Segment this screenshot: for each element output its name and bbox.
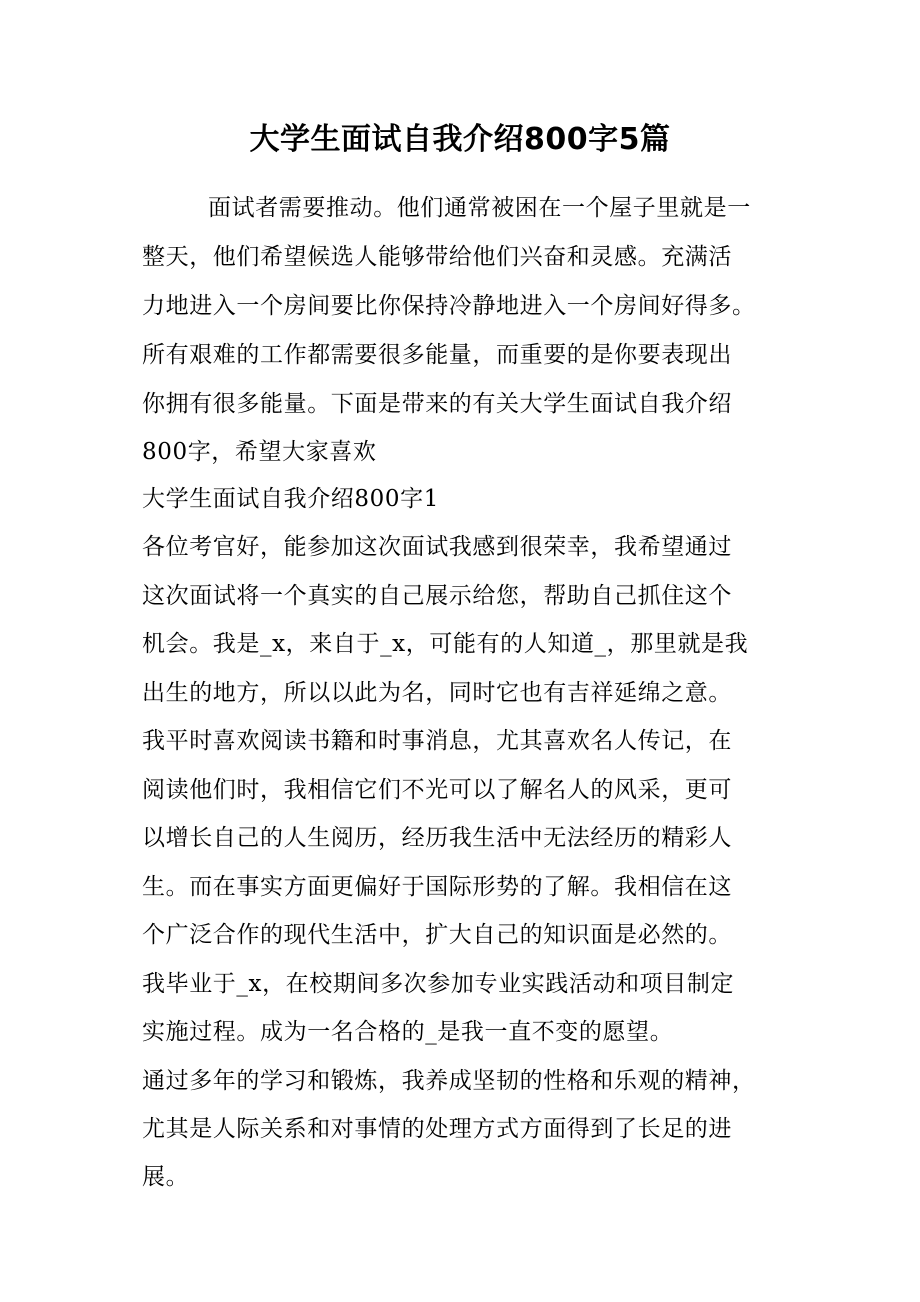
paragraph-line: 我平时喜欢阅读书籍和时事消息，尤其喜欢名人传记，在 (142, 728, 732, 754)
paragraph-line: 所有艰难的工作都需要很多能量，而重要的是你要表现出 (142, 342, 732, 368)
paragraph-line: 展。 (142, 1164, 190, 1190)
paragraph-line: 出生的地方，所以以此为名，同时它也有吉祥延绵之意。 (142, 680, 732, 706)
document-title: 大学生面试自我介绍800字5篇 (249, 122, 671, 157)
section-heading: 大学生面试自我介绍800字1 (142, 486, 439, 512)
paragraph-line: 以增长自己的人生阅历，经历我生活中无法经历的精彩人 (142, 825, 732, 851)
paragraph-line: 力地进入一个房间要比你保持冷静地进入一个房间好得多。 (142, 293, 756, 319)
paragraph-line: 整天，他们希望候选人能够带给他们兴奋和灵感。充满活 (142, 244, 732, 270)
paragraph-line: 个广泛合作的现代生活中，扩大自己的知识面是必然的。 (142, 922, 732, 948)
paragraph-line: 面试者需要推动。他们通常被困在一个屋子里就是一 (208, 195, 751, 221)
paragraph-line: 阅读他们时，我相信它们不光可以了解名人的风采，更可 (142, 777, 732, 803)
paragraph-line: 通过多年的学习和锻炼，我养成坚韧的性格和乐观的精神， (142, 1068, 756, 1094)
paragraph-line: 生。而在事实方面更偏好于国际形势的了解。我相信在这 (142, 874, 732, 900)
paragraph-line: 实施过程。成为一名合格的_是我一直不变的愿望。 (142, 1019, 674, 1045)
paragraph-line: 各位考官好，能参加这次面试我感到很荣幸，我希望通过 (142, 534, 732, 560)
paragraph-line: 800字，希望大家喜欢 (142, 439, 377, 465)
paragraph-line: 机会。我是_x，来自于_x，可能有的人知道_，那里就是我 (142, 631, 749, 657)
paragraph-line: 你拥有很多能量。下面是带来的有关大学生面试自我介绍 (142, 391, 732, 417)
paragraph-line: 尤其是人际关系和对事情的处理方式方面得到了长足的进 (142, 1116, 732, 1142)
paragraph-line: 我毕业于_x，在校期间多次参加专业实践活动和项目制定 (142, 971, 735, 997)
paragraph-line: 这次面试将一个真实的自己展示给您，帮助自己抓住这个 (142, 583, 732, 609)
